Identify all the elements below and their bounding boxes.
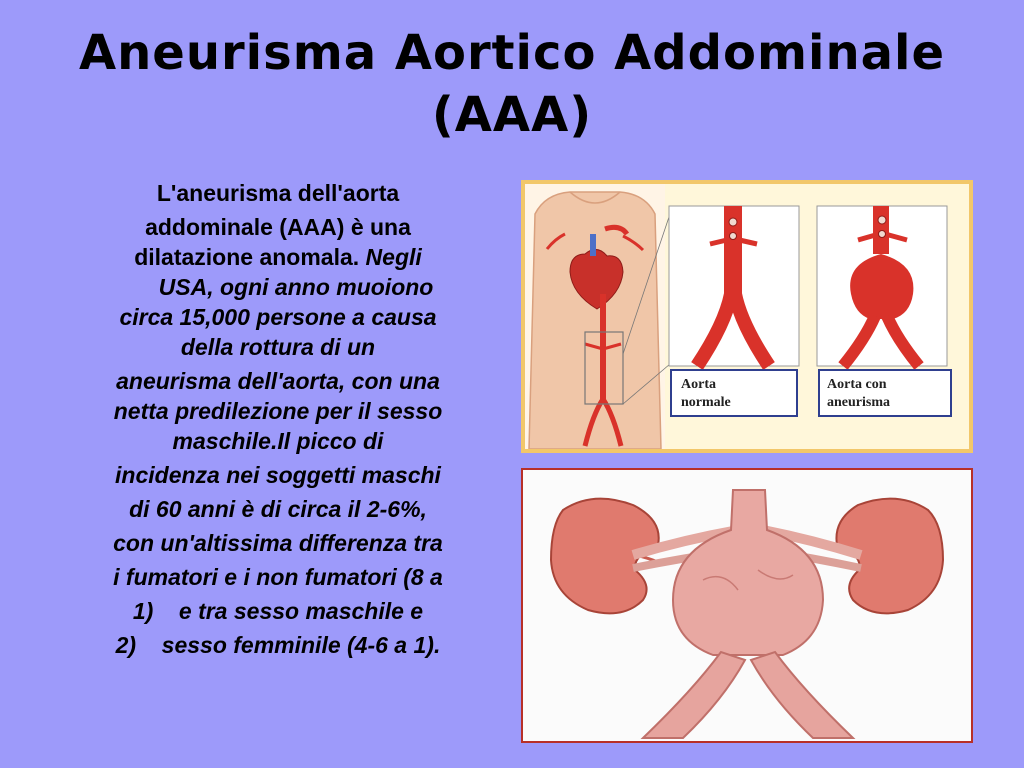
body-line: netta predilezione per il sesso	[113, 398, 443, 424]
body-line: della rottura di un	[180, 334, 376, 360]
aneurysm-aorta-panel	[817, 206, 947, 366]
list-text: sesso femminile (4-6 a 1).	[161, 632, 441, 658]
title-line-1: Aneurisma Aortico Addominale	[78, 25, 946, 81]
aorta-comparison-figure	[521, 180, 973, 453]
body-line: maschile.Il picco di	[172, 428, 384, 454]
body-line	[58, 628, 498, 662]
label-normal-2: normale	[681, 395, 731, 410]
kidney-aneurysm-figure	[521, 468, 973, 743]
aneurysm-illustration	[643, 490, 853, 738]
body-line: aneurisma dell'aorta, con una	[116, 368, 440, 394]
body-text-italic: Negli	[365, 244, 422, 270]
body-line: USA, ogni anno muoiono	[158, 274, 434, 300]
body-line: i fumatori e i non fumatori (8 a	[113, 564, 443, 590]
body-line: con un'altissima differenza tra	[113, 530, 443, 556]
body-line: circa 15,000 persone a causa	[119, 304, 437, 330]
list-number: 2)	[115, 632, 137, 658]
torso-illustration	[525, 184, 670, 449]
label-aneurysm-2: aneurisma	[827, 395, 890, 410]
body-text-plain: dilatazione anomala.	[134, 244, 366, 270]
body-line: addominale (AAA) è una	[145, 214, 411, 240]
body-line: incidenza nei soggetti maschi	[115, 462, 441, 488]
title-line-2: (AAA)	[431, 87, 593, 143]
label-aneurysm-1: Aorta con	[827, 377, 887, 392]
body-line	[58, 594, 498, 628]
normal-aorta-panel	[669, 206, 799, 366]
list-text: e tra sesso maschile e	[178, 598, 424, 624]
body-line: L'aneurisma dell'aorta	[156, 180, 400, 206]
body-line	[58, 244, 498, 270]
label-normal-1: Aorta	[681, 377, 716, 392]
body-line: di 60 anni è di circa il 2-6%,	[129, 496, 427, 522]
body-paragraph	[58, 176, 498, 662]
slide-title	[0, 22, 1024, 146]
list-number: 1)	[132, 598, 154, 624]
